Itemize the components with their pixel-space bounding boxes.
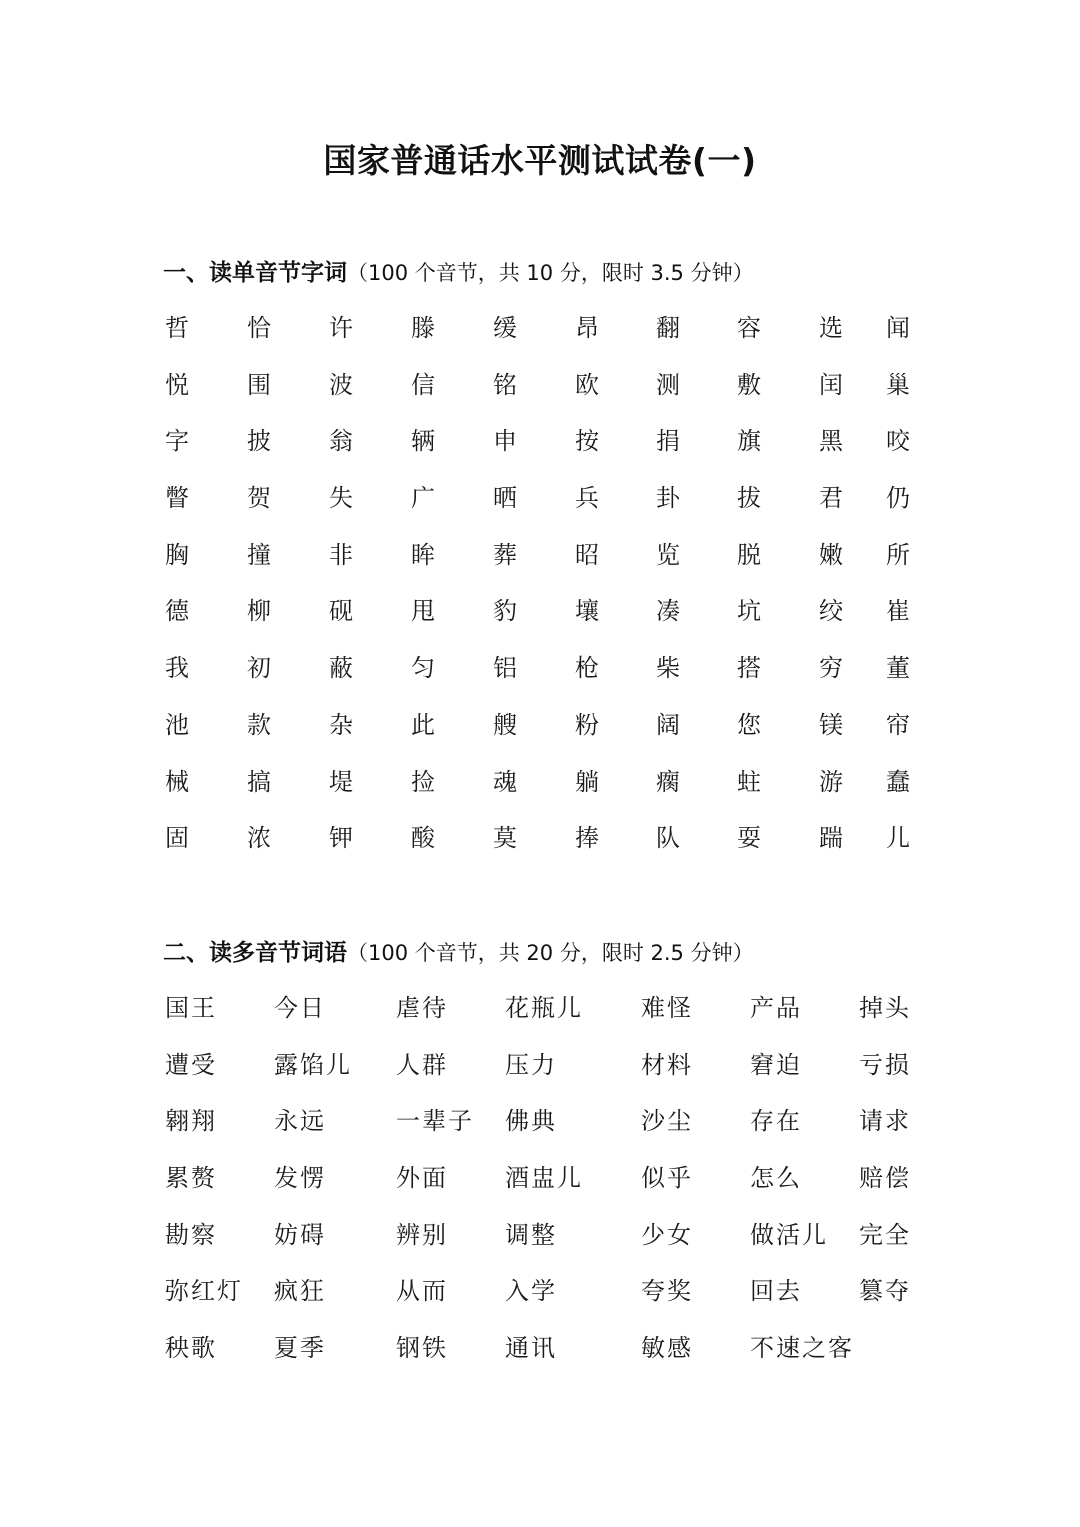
- word-cell: 非: [329, 540, 353, 569]
- word-cell: 容: [737, 314, 761, 342]
- word-cell: 械: [165, 767, 189, 796]
- page-title: 国家普通话水平测试试卷(一): [323, 141, 757, 180]
- word-cell: 捧: [575, 824, 599, 853]
- word-cell: 永远: [274, 1107, 326, 1136]
- word-cell: 胸: [165, 540, 189, 569]
- word-cell: 缓: [493, 314, 517, 342]
- section-1-heading: [163, 256, 754, 293]
- word-cell: 魂: [493, 767, 517, 796]
- table-row: [0, 476, 1080, 533]
- word-cell: 昂: [575, 314, 599, 342]
- word-cell: 旗: [737, 427, 761, 456]
- word-cell: 似乎: [641, 1164, 693, 1193]
- word-cell: 材料: [641, 1050, 693, 1079]
- word-cell: 信: [411, 370, 435, 399]
- word-cell: 款: [247, 710, 271, 739]
- word-cell: 脱: [737, 540, 761, 569]
- table-row: [0, 1213, 1080, 1270]
- word-cell: 疯狂: [274, 1277, 326, 1306]
- word-cell: 瞥: [165, 484, 189, 513]
- word-cell: 艘: [493, 710, 517, 739]
- word-cell: 发愣: [274, 1164, 326, 1193]
- table-row: [0, 533, 1080, 590]
- word-cell: 翻: [656, 314, 680, 342]
- word-cell: 堤: [329, 767, 353, 796]
- word-cell: 固: [165, 824, 189, 853]
- word-cell: 酸: [411, 824, 435, 853]
- table-row: [0, 1099, 1080, 1156]
- word-cell: 您: [737, 710, 761, 739]
- word-cell: 坑: [737, 597, 761, 626]
- word-cell: 闰: [819, 370, 843, 399]
- section-2-heading: [163, 936, 754, 973]
- word-cell: 帘: [886, 710, 910, 739]
- word-cell: 咬: [886, 427, 910, 456]
- word-cell: 铝: [493, 654, 517, 683]
- word-cell: 窘迫: [750, 1050, 802, 1079]
- word-cell: 卦: [656, 484, 680, 513]
- word-cell: 贺: [247, 484, 271, 513]
- word-cell: 蠢: [886, 767, 910, 796]
- word-cell: 夏季: [274, 1334, 326, 1363]
- word-cell: 捐: [656, 427, 680, 456]
- word-cell: 儿: [886, 824, 910, 853]
- word-cell: 钢铁: [396, 1334, 448, 1363]
- word-cell: 杂: [329, 710, 353, 739]
- word-cell: 眸: [411, 540, 435, 569]
- word-cell: 失: [329, 484, 353, 513]
- word-cell: 钾: [329, 824, 353, 853]
- table-row: [0, 1326, 1080, 1383]
- word-cell: 蛀: [737, 767, 761, 796]
- word-cell: 秧歌: [165, 1334, 217, 1363]
- word-cell: 砚: [329, 597, 353, 626]
- word-cell: 赔偿: [859, 1164, 911, 1193]
- table-row: [0, 816, 1080, 873]
- word-cell: 黑: [819, 427, 843, 456]
- word-cell: 外面: [396, 1164, 448, 1193]
- word-cell: 初: [247, 654, 271, 683]
- word-cell: 人群: [396, 1050, 448, 1079]
- word-cell: 围: [247, 370, 271, 399]
- table-row: [0, 760, 1080, 817]
- word-cell: 弥红灯: [165, 1277, 243, 1306]
- word-cell: 浓: [247, 824, 271, 853]
- word-cell: 恰: [247, 314, 271, 342]
- table-row: [0, 306, 1080, 363]
- word-cell: 拔: [737, 484, 761, 513]
- word-cell: 一辈子: [396, 1107, 474, 1136]
- word-cell: 搭: [737, 654, 761, 683]
- word-cell: 闻: [886, 314, 910, 342]
- word-cell: 踹: [819, 824, 843, 853]
- word-cell: 调整: [505, 1220, 557, 1249]
- word-cell: 通讯: [505, 1334, 557, 1363]
- word-cell: 从而: [396, 1277, 448, 1306]
- table-row: [0, 986, 1080, 1043]
- word-cell: 回去: [750, 1277, 802, 1306]
- word-cell: 昭: [575, 540, 599, 569]
- word-cell: 君: [819, 484, 843, 513]
- word-cell: 镁: [819, 710, 843, 739]
- word-cell: 辆: [411, 427, 435, 456]
- section-2-word-grid: [0, 986, 1080, 1383]
- word-cell: 崔: [886, 597, 910, 626]
- word-cell: 今日: [274, 994, 326, 1022]
- word-cell: 览: [656, 540, 680, 569]
- word-cell: 虐待: [396, 994, 448, 1022]
- word-cell: 仍: [886, 484, 910, 513]
- word-cell: 测: [656, 370, 680, 399]
- word-cell: 阔: [656, 710, 680, 739]
- word-cell: 请求: [859, 1107, 911, 1136]
- word-cell: 字: [165, 427, 189, 456]
- word-cell: 做活儿: [750, 1220, 828, 1249]
- table-row: [0, 419, 1080, 476]
- word-cell: 捡: [411, 767, 435, 796]
- word-cell: 铭: [493, 370, 517, 399]
- word-cell: 我: [165, 654, 189, 683]
- word-cell: 嫩: [819, 540, 843, 569]
- word-cell: 搞: [247, 767, 271, 796]
- word-cell: 凑: [656, 597, 680, 626]
- word-cell: 不速之客: [750, 1334, 854, 1363]
- word-cell: 巢: [886, 370, 910, 399]
- word-cell: 蔽: [329, 654, 353, 683]
- table-row: [0, 1156, 1080, 1213]
- word-cell: 德: [165, 597, 189, 626]
- word-cell: 甩: [411, 597, 435, 626]
- word-cell: 枪: [575, 654, 599, 683]
- word-cell: 存在: [750, 1107, 802, 1136]
- word-cell: 滕: [411, 314, 435, 342]
- word-cell: 池: [165, 710, 189, 739]
- word-cell: 露馅儿: [274, 1050, 352, 1079]
- word-cell: 佛典: [505, 1107, 557, 1136]
- table-row: [0, 703, 1080, 760]
- word-cell: 产品: [750, 994, 802, 1022]
- word-cell: 粉: [575, 710, 599, 739]
- word-cell: 匀: [411, 654, 435, 683]
- section-1-title: 一、读单音节字词: [163, 260, 347, 286]
- word-cell: 翱翔: [165, 1107, 217, 1136]
- section-1-word-grid: [0, 306, 1080, 873]
- word-cell: 穷: [819, 654, 843, 683]
- word-cell: 入学: [505, 1277, 557, 1306]
- word-cell: 所: [886, 540, 910, 569]
- word-cell: 掉头: [859, 994, 911, 1022]
- word-cell: 遭受: [165, 1050, 217, 1079]
- word-cell: 敏感: [641, 1334, 693, 1363]
- word-cell: 酒盅儿: [505, 1164, 583, 1193]
- word-cell: 累赘: [165, 1164, 217, 1193]
- word-cell: 国王: [165, 994, 217, 1022]
- word-cell: 压力: [505, 1050, 557, 1079]
- word-cell: 翁: [329, 427, 353, 456]
- word-cell: 完全: [859, 1220, 911, 1249]
- word-cell: 花瓶儿: [505, 994, 583, 1022]
- word-cell: 柴: [656, 654, 680, 683]
- word-cell: 波: [329, 370, 353, 399]
- word-cell: 欧: [575, 370, 599, 399]
- word-cell: 莫: [493, 824, 517, 853]
- word-cell: 选: [819, 314, 843, 342]
- word-cell: 撞: [247, 540, 271, 569]
- word-cell: 豹: [493, 597, 517, 626]
- table-row: [0, 1269, 1080, 1326]
- word-cell: 董: [886, 654, 910, 683]
- word-cell: 申: [493, 427, 517, 456]
- section-1-note: （100 个音节，共 10 分，限时 3.5 分钟）: [347, 261, 754, 285]
- word-cell: 此: [411, 710, 435, 739]
- table-row: [0, 363, 1080, 420]
- word-cell: 亏损: [859, 1050, 911, 1079]
- table-row: [0, 1043, 1080, 1100]
- word-cell: 悦: [165, 370, 189, 399]
- table-row: [0, 589, 1080, 646]
- word-cell: 披: [247, 427, 271, 456]
- word-cell: 柳: [247, 597, 271, 626]
- word-cell: 队: [656, 824, 680, 853]
- word-cell: 勘察: [165, 1220, 217, 1249]
- word-cell: 篡夺: [859, 1277, 911, 1306]
- word-cell: 绞: [819, 597, 843, 626]
- table-row: [0, 646, 1080, 703]
- section-2-title: 二、读多音节词语: [163, 940, 347, 966]
- word-cell: 少女: [641, 1220, 693, 1249]
- word-cell: 耍: [737, 824, 761, 853]
- word-cell: 敷: [737, 370, 761, 399]
- word-cell: 晒: [493, 484, 517, 513]
- word-cell: 怎么: [750, 1164, 802, 1193]
- word-cell: 壤: [575, 597, 599, 626]
- word-cell: 哲: [165, 314, 189, 342]
- word-cell: 躺: [575, 767, 599, 796]
- word-cell: 兵: [575, 484, 599, 513]
- section-2-note: （100 个音节，共 20 分，限时 2.5 分钟）: [347, 941, 754, 965]
- word-cell: 游: [819, 767, 843, 796]
- word-cell: 沙尘: [641, 1107, 693, 1136]
- word-cell: 广: [411, 484, 435, 513]
- word-cell: 葬: [493, 540, 517, 569]
- word-cell: 瘸: [656, 767, 680, 796]
- word-cell: 许: [329, 314, 353, 342]
- word-cell: 辨别: [396, 1220, 448, 1249]
- word-cell: 妨碍: [274, 1220, 326, 1249]
- word-cell: 夸奖: [641, 1277, 693, 1306]
- word-cell: 按: [575, 427, 599, 456]
- word-cell: 难怪: [641, 994, 693, 1022]
